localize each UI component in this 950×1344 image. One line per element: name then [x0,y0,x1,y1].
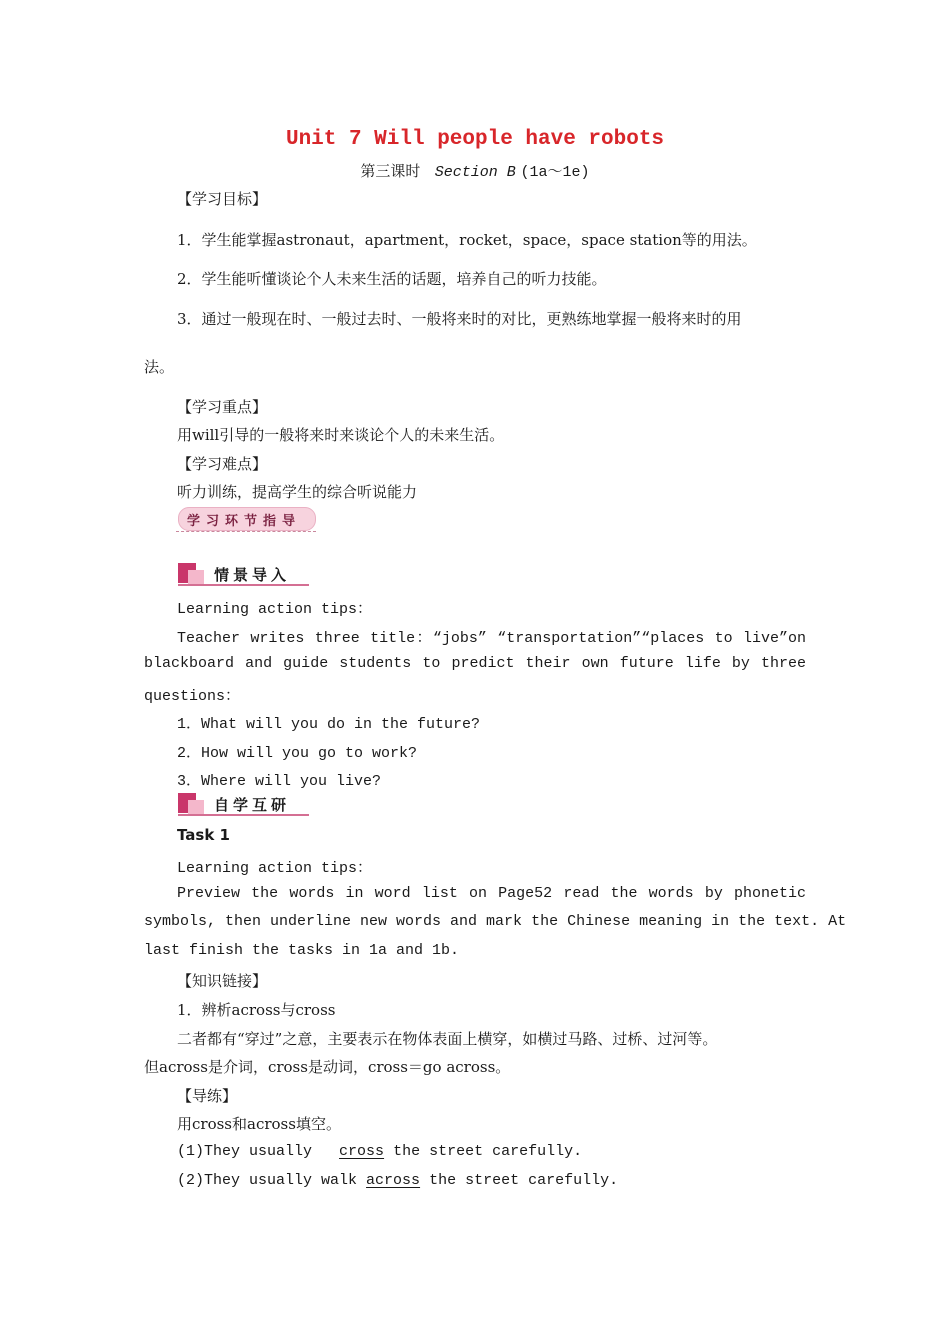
question-prefix: (2)They usually walk [177,1172,358,1189]
question-prefix: (1)They usually [177,1143,313,1160]
key-points-text: 用will引导的一般将来时来谈论个人的未来生活。 [177,426,505,444]
paragraph-line: last finish the tasks in 1a and 1b. [144,942,460,959]
difficulties-text: 听力训练，提高学生的综合听说能力 [177,483,418,501]
paragraph-line: blackboard and guide students to predict their own future life by three [144,655,806,672]
practice-header: 【导练】 [177,1087,238,1105]
paragraph-line: Preview the words in word list on Page52 read the words by phonetic [177,885,806,902]
section-range: (1a～1e) [520,164,590,181]
page-title: Unit 7 Will people have robots [285,128,665,151]
knowledge-header: 【知识链接】 [177,972,268,990]
knowledge-text: 但across是介词，cross是动词，cross＝go across。 [144,1058,511,1076]
knowledge-text: 二者都有“穿过”之意，主要表示在物体表面上横穿，如横过马路、过桥、过河等。 [177,1030,718,1048]
question-item: 3．Where will you live? [177,773,382,790]
difficulties-header: 【学习难点】 [177,455,268,473]
goal-item: 2．学生能听懂谈论个人未来生活的话题，培养自己的听力技能。 [177,270,607,288]
lesson-subtitle [0,160,950,181]
key-points-header: 【学习重点】 [177,398,268,416]
paragraph-line: symbols, then underline new words and mark the Chinese meaning in the text. At [144,913,847,930]
answer-blank: cross [339,1143,385,1160]
goal-item-continuation: 法。 [144,358,175,376]
answer-blank: across [366,1172,421,1189]
section-title: 情景导入 [214,566,291,584]
section-name: Section B [434,164,516,181]
section-marker [188,800,204,814]
question-item: 1．What will you do in the future? [177,716,481,733]
question-suffix: the street carefully. [429,1172,619,1189]
tips-label: Learning action tips： [177,601,373,618]
question-item: 2．How will you go to work? [177,745,418,762]
practice-question [177,1143,582,1160]
guide-banner-label: 学习环节指导 [187,514,302,529]
paragraph-line: questions： [144,688,241,705]
section-title: 自学互研 [214,796,291,814]
practice-instruction: 用cross和across填空。 [177,1115,341,1133]
banner-divider [176,531,316,532]
paragraph-line: Teacher writes three title：“jobs” “transportation”“places to live”on [177,630,806,647]
task-label: Task 1 [177,826,230,844]
goals-header: 【学习目标】 [177,190,268,208]
knowledge-item: 1．辨析across与cross [177,1001,336,1019]
practice-question [177,1172,618,1189]
lesson-number: 第三课时 [360,162,421,180]
goal-item: 3．通过一般现在时、一般过去时、一般将来时的对比，更熟练地掌握一般将来时的用 [177,310,742,328]
question-suffix: the street carefully. [393,1143,583,1160]
tips-label: Learning action tips： [177,860,373,877]
section-marker [188,570,204,584]
goal-item: 1．学生能掌握astronaut，apartment，rocket，space，space station等的用法。 [177,231,757,249]
